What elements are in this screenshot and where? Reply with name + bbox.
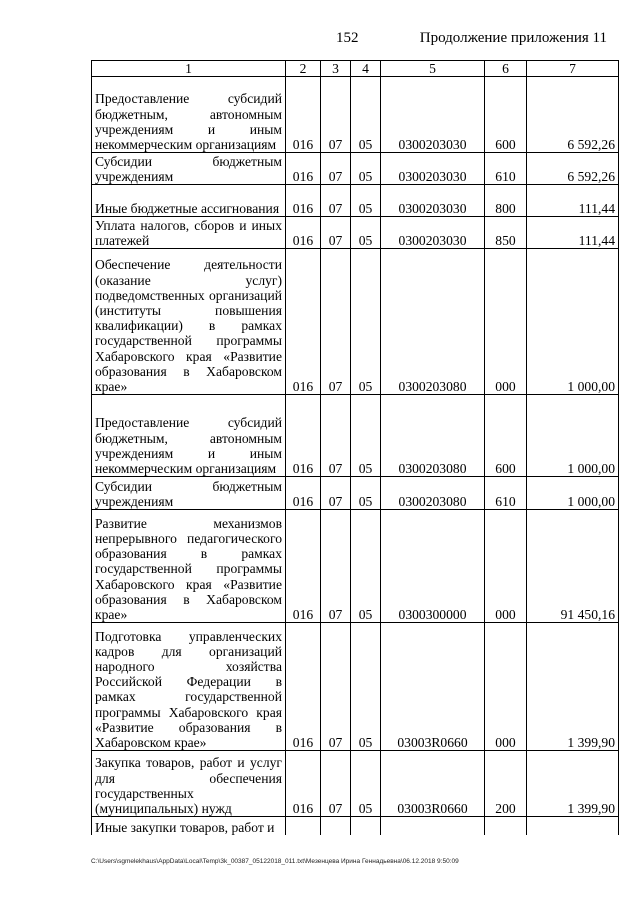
amount: 111,44 xyxy=(527,185,619,217)
item-name: Развитие механизмов непрерывного педагогического образования в рамках государственной программы Хабаровского края «Развитие образования в Хабаровском крае» xyxy=(92,510,286,623)
item-name: Предоставление субсидий бюджетным, автономным учреждениям и иным некоммерческим организациям xyxy=(92,77,286,153)
subsection-code: 05 xyxy=(351,217,381,249)
target-article-code: 0300203030 xyxy=(381,153,485,185)
expense-type-code xyxy=(485,817,527,835)
target-article-code: 0300203080 xyxy=(381,395,485,477)
ministry-code xyxy=(286,817,321,835)
expense-type-code: 000 xyxy=(485,510,527,623)
column-number-row xyxy=(92,61,619,77)
subsection-code: 05 xyxy=(351,395,381,477)
ministry-code: 016 xyxy=(286,623,321,751)
expense-type-code: 800 xyxy=(485,185,527,217)
expense-type-code: 850 xyxy=(485,217,527,249)
table-row xyxy=(92,185,619,217)
amount: 1 399,90 xyxy=(527,623,619,751)
expense-type-code: 600 xyxy=(485,77,527,153)
ministry-code: 016 xyxy=(286,217,321,249)
target-article-code: 0300203030 xyxy=(381,185,485,217)
target-article-code: 0300203030 xyxy=(381,77,485,153)
page-number: 152 xyxy=(336,30,359,46)
target-article-code: 0300203030 xyxy=(381,217,485,249)
table-row xyxy=(92,510,619,623)
column-header: 3 xyxy=(321,61,351,77)
amount: 1 000,00 xyxy=(527,477,619,510)
column-header: 2 xyxy=(286,61,321,77)
table-row xyxy=(92,395,619,477)
amount: 111,44 xyxy=(527,217,619,249)
subsection-code: 05 xyxy=(351,623,381,751)
target-article-code: 03003R0660 xyxy=(381,623,485,751)
column-header: 7 xyxy=(527,61,619,77)
expense-type-code: 610 xyxy=(485,153,527,185)
section-code: 07 xyxy=(321,153,351,185)
target-article-code: 03003R0660 xyxy=(381,751,485,817)
subsection-code: 05 xyxy=(351,249,381,395)
amount: 1 399,90 xyxy=(527,751,619,817)
section-code: 07 xyxy=(321,249,351,395)
expense-type-code: 000 xyxy=(485,623,527,751)
amount: 1 000,00 xyxy=(527,395,619,477)
target-article-code: 0300300000 xyxy=(381,510,485,623)
file-path-footer: C:\Users\sgmelekhaus\AppData\Local\Temp\3k_00387_05122018_011.txt\Мезенцева Ирина Геннадьевна\06.12.2018 9:50:09 xyxy=(91,858,459,865)
column-header: 5 xyxy=(381,61,485,77)
item-name: Иные бюджетные ассигнования xyxy=(92,185,286,217)
subsection-code: 05 xyxy=(351,510,381,623)
subsection-code: 05 xyxy=(351,77,381,153)
target-article-code xyxy=(381,817,485,835)
appendix-continuation-label: Продолжение приложения 11 xyxy=(419,30,607,46)
section-code: 07 xyxy=(321,395,351,477)
table-row xyxy=(92,623,619,751)
table-row xyxy=(92,477,619,510)
section-code: 07 xyxy=(321,185,351,217)
subsection-code: 05 xyxy=(351,751,381,817)
section-code: 07 xyxy=(321,77,351,153)
subsection-code: 05 xyxy=(351,185,381,217)
ministry-code: 016 xyxy=(286,395,321,477)
item-name: Обеспечение деятельности (оказание услуг) подведомственных организаций (институты повышения квалификации) в рамках государственной программы Хабаровского края «Развитие образования в Хабаровском крае» xyxy=(92,249,286,395)
item-name: Иные закупки товаров, работ и xyxy=(92,817,286,835)
ministry-code: 016 xyxy=(286,751,321,817)
expense-type-code: 000 xyxy=(485,249,527,395)
item-name: Субсидии бюджетным учреждениям xyxy=(92,153,286,185)
table-row xyxy=(92,751,619,817)
item-name: Уплата налогов, сборов и иных платежей xyxy=(92,217,286,249)
ministry-code: 016 xyxy=(286,185,321,217)
amount: 6 592,26 xyxy=(527,153,619,185)
table-row xyxy=(92,77,619,153)
amount: 6 592,26 xyxy=(527,77,619,153)
expense-type-code: 610 xyxy=(485,477,527,510)
item-name: Субсидии бюджетным учреждениям xyxy=(92,477,286,510)
ministry-code: 016 xyxy=(286,153,321,185)
ministry-code: 016 xyxy=(286,249,321,395)
section-code: 07 xyxy=(321,217,351,249)
budget-table xyxy=(91,60,619,835)
section-code: 07 xyxy=(321,623,351,751)
ministry-code: 016 xyxy=(286,77,321,153)
amount: 1 000,00 xyxy=(527,249,619,395)
table-row xyxy=(92,249,619,395)
amount: 91 450,16 xyxy=(527,510,619,623)
expense-type-code: 200 xyxy=(485,751,527,817)
ministry-code: 016 xyxy=(286,510,321,623)
column-header: 4 xyxy=(351,61,381,77)
table-row xyxy=(92,817,619,835)
target-article-code: 0300203080 xyxy=(381,249,485,395)
amount xyxy=(527,817,619,835)
subsection-code: 05 xyxy=(351,153,381,185)
table-row xyxy=(92,153,619,185)
item-name: Подготовка управленческих кадров для организаций народного хозяйства Российской Федерации в рамках государственной программы Хабаровского края «Развитие образования в Хабаровском крае» xyxy=(92,623,286,751)
subsection-code xyxy=(351,817,381,835)
expense-type-code: 600 xyxy=(485,395,527,477)
section-code: 07 xyxy=(321,751,351,817)
item-name: Закупка товаров, работ и услуг для обеспечения государственных (муниципальных) нужд xyxy=(92,751,286,817)
subsection-code: 05 xyxy=(351,477,381,510)
table-row xyxy=(92,217,619,249)
target-article-code: 0300203080 xyxy=(381,477,485,510)
section-code xyxy=(321,817,351,835)
ministry-code: 016 xyxy=(286,477,321,510)
section-code: 07 xyxy=(321,477,351,510)
section-code: 07 xyxy=(321,510,351,623)
column-header: 1 xyxy=(92,61,286,77)
column-header: 6 xyxy=(485,61,527,77)
item-name: Предоставление субсидий бюджетным, автономным учреждениям и иным некоммерческим организациям xyxy=(92,395,286,477)
